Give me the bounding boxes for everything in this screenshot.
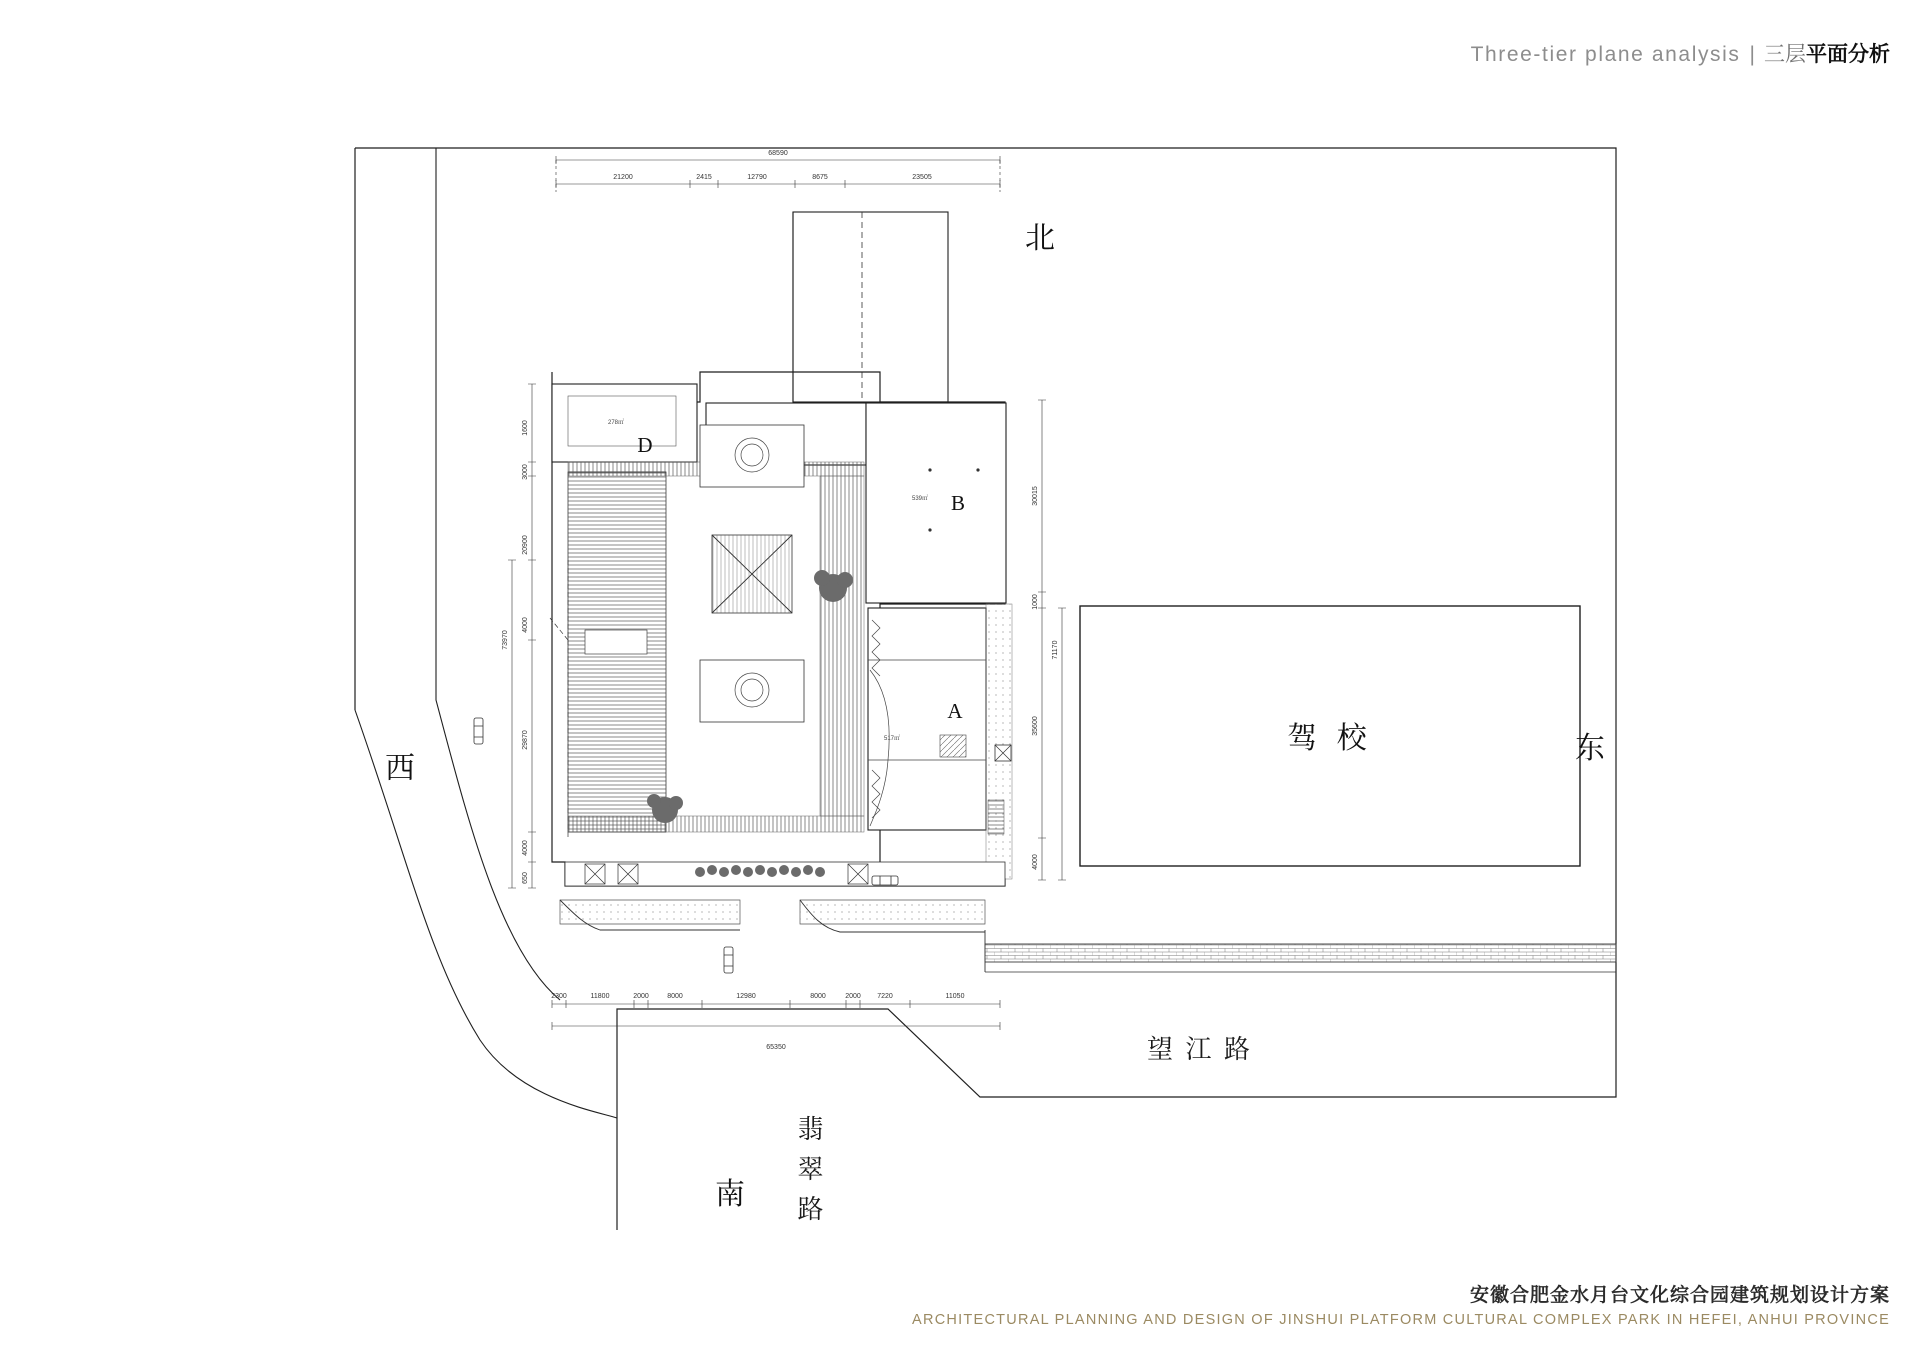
dim-left-3: 20900 bbox=[522, 535, 529, 555]
building-B-letter: B bbox=[950, 491, 966, 515]
road-label-wangjiang: 望 江 路 bbox=[1146, 1035, 1254, 1064]
building-B bbox=[866, 403, 1006, 603]
dim-left-1: 1600 bbox=[522, 420, 529, 436]
svg-text:翡: 翡 bbox=[797, 1115, 827, 1144]
header-chinese-bold: 平面分析 bbox=[1806, 43, 1890, 66]
dim-bottom-4: 8000 bbox=[667, 993, 683, 1000]
west-deck-paving bbox=[550, 472, 666, 840]
dimension-left-labels bbox=[502, 420, 529, 884]
direction-east: 东 bbox=[1575, 732, 1605, 765]
dim-right-3: 35600 bbox=[1032, 716, 1039, 736]
building-A bbox=[868, 608, 986, 830]
svg-text:路: 路 bbox=[797, 1195, 827, 1224]
dimension-bottom bbox=[552, 1000, 1000, 1030]
dim-bottom-1: 2300 bbox=[551, 993, 567, 1000]
building-D bbox=[552, 384, 697, 462]
dim-bottom-3: 2000 bbox=[633, 993, 649, 1000]
dim-bottom-6: 8000 bbox=[810, 993, 826, 1000]
dim-right-4: 4000 bbox=[1032, 854, 1039, 870]
dim-bottom-2: 11800 bbox=[590, 993, 610, 1000]
dim-top-2: 2415 bbox=[696, 174, 712, 181]
footer-english-title: ARCHITECTURAL PLANNING AND DESIGN OF JINSHUI PLATFORM CULTURAL COMPLEX PARK IN HEFEI, ANHUI PROVINCE bbox=[912, 1312, 1890, 1328]
dim-right-total: 71170 bbox=[1052, 640, 1059, 660]
dim-left-6: 4000 bbox=[522, 840, 529, 856]
dim-right-1: 30015 bbox=[1032, 486, 1039, 506]
south-sidewalk bbox=[560, 900, 985, 932]
dimension-top-labels bbox=[613, 150, 932, 181]
dim-top-5: 23505 bbox=[912, 174, 932, 181]
building-D-area: 278㎡ bbox=[608, 420, 625, 426]
dim-bottom-8: 7220 bbox=[877, 993, 893, 1000]
dim-bottom-9: 11050 bbox=[945, 993, 965, 1000]
dim-left-2: 3000 bbox=[522, 464, 529, 480]
building-D-letter: D bbox=[637, 433, 653, 457]
dim-left-5: 29870 bbox=[522, 730, 529, 750]
wangjiang-road-band bbox=[985, 930, 1616, 972]
dim-left-4: 4000 bbox=[522, 617, 529, 633]
building-A-area: 517㎡ bbox=[884, 736, 901, 742]
dimension-right bbox=[1038, 400, 1066, 880]
direction-south: 南 bbox=[715, 1178, 745, 1211]
building-B-area: 539㎡ bbox=[912, 496, 929, 502]
east-service-strip bbox=[986, 604, 1012, 879]
header-english-title: Three-tier plane analysis bbox=[1470, 43, 1741, 66]
dim-bottom-total: 65350 bbox=[766, 1044, 786, 1051]
dim-bottom-5: 12980 bbox=[736, 993, 756, 1000]
north-wing bbox=[793, 212, 948, 402]
dimension-right-labels bbox=[1032, 486, 1059, 870]
dim-top-1: 21200 bbox=[613, 174, 633, 181]
dimension-left bbox=[508, 384, 536, 888]
dim-top-total: 68590 bbox=[768, 150, 788, 157]
dim-top-3: 12790 bbox=[747, 174, 767, 181]
header-chinese-light: 三层 bbox=[1764, 43, 1806, 66]
direction-north: 北 bbox=[1025, 222, 1055, 255]
dim-left-7: 650 bbox=[522, 872, 529, 884]
building-A-letter: A bbox=[947, 699, 963, 723]
road-label-feicui-group bbox=[797, 1115, 826, 1224]
dim-top-4: 8675 bbox=[812, 174, 828, 181]
direction-west: 西 bbox=[385, 752, 415, 785]
svg-text:翠: 翠 bbox=[797, 1155, 827, 1184]
header-separator: | bbox=[1749, 43, 1755, 66]
dimension-bottom-labels bbox=[551, 993, 964, 1051]
footer-chinese-title: 安徽合肥金水月台文化综合园建筑规划设计方案 bbox=[1469, 1285, 1890, 1306]
dim-right-2: 1000 bbox=[1032, 594, 1039, 610]
driving-school-block bbox=[1080, 606, 1580, 866]
dim-left-total: 73970 bbox=[502, 630, 509, 650]
dim-bottom-7: 2000 bbox=[845, 993, 861, 1000]
page-footer bbox=[912, 1280, 1890, 1328]
driving-school-label: 驾 校 bbox=[1287, 722, 1373, 755]
